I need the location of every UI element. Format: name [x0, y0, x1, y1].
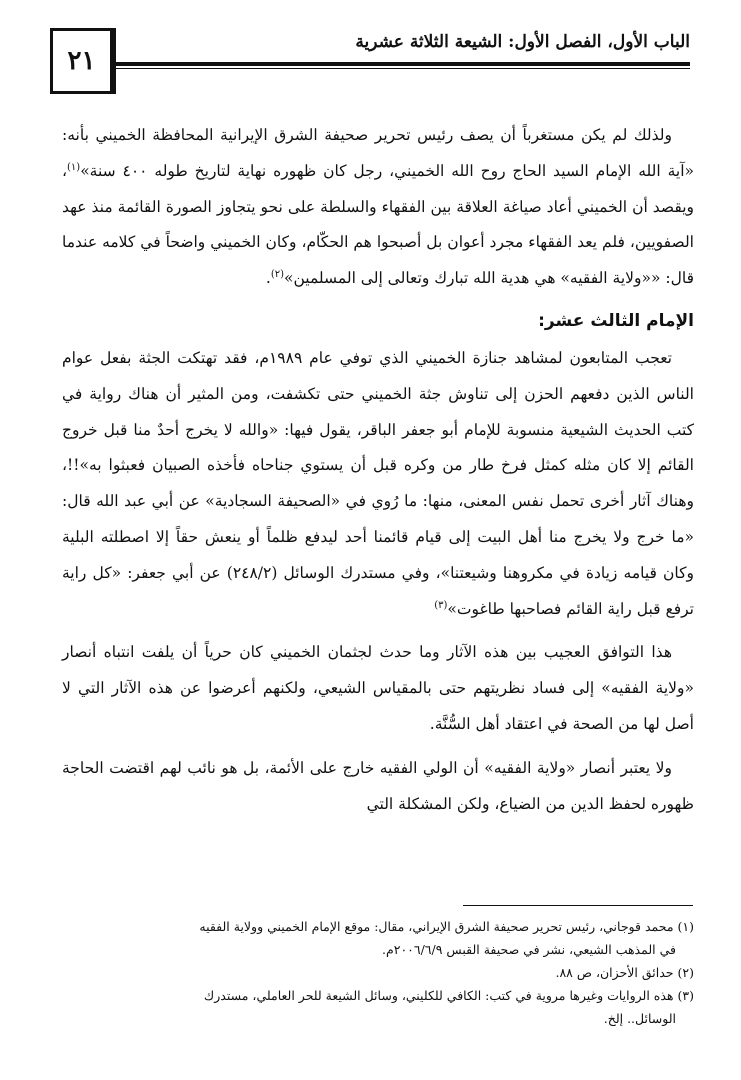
page-number: ٢١	[50, 28, 116, 94]
footnote-text: محمد قوجاني، رئيس تحرير صحيفة الشرق الإيراني، مقال: موقع الإمام الخميني وولاية الفقيه	[199, 919, 674, 934]
paragraph-1-end: .	[265, 269, 271, 288]
footnote-text: حدائق الأحزان، ص ٨٨.	[555, 965, 674, 980]
header-rule-thin	[116, 68, 690, 69]
paragraph-2-text: تعجب المتابعون لمشاهد جنازة الخميني الذي توفي عام ١٩٨٩م، فقد تهتكت الجثة بفعل عوام الناس الذين دفعهم الحزن إلى تناوش جثة الخميني حتى تكشفت، ومن المثير أن هناك رواية في كتب الحديث الشيعية منسوبة للإمام أبو جعفر الباقر، يقول فيها: «والله لا يخرج أحدٌ منا قبل خروج القائم إلا كان مثله كمثل فرخ طار من وكره قبل أن يستوي جناحاه فأخذه الصبيان فعبثوا به»!!، وهناك آثار أخرى تحمل نفس المعنى، منها: ما رُوي في «الصحيفة السجادية» عن أبي عبد الله قال: «ما خرج ولا يخرج منا أهل البيت إلى قيام قائمنا أحد ليدفع ظلماً أو ينعش حقاً إلا اصطلته البلية وكان قيامه زيادة في مكروهنا وشيعتنا»، وفي مستدرك الوسائل (٢٤٨/٢) عن أبي جعفر: «كل راية ترفع قبل راية القائم فصاحبها طاغوت»	[62, 348, 694, 618]
running-head: الباب الأول، الفصل الأول: الشيعة الثلاثة عشرية	[355, 32, 690, 52]
paragraph-1	[62, 118, 694, 297]
main-text	[62, 118, 694, 822]
header-rule-thick	[116, 62, 690, 66]
footnote-ref-3: (٣)	[434, 599, 448, 611]
paragraph-2	[62, 341, 694, 627]
paragraph-4-text: ولا يعتبر أنصار «ولاية الفقيه» أن الولي الفقيه خارج على الأئمة، بل هو نائب لهم اقتضت الحاجة ظهوره لحفظ الدين من الضياع، ولكن المشكلة التي	[62, 758, 694, 813]
section-heading: الإمام الثالث عشر:	[538, 310, 694, 331]
page-header	[50, 28, 690, 100]
paragraph-1-text: ولذلك لم يكن مستغرباً أن يصف رئيس تحرير صحيفة الشرق الإيرانية المحافظة الخميني بأنه: «آية الله الإمام السيد الحاج روح الله الخميني، رجل كان ظهوره نهاية لتاريخ طوله ٤٠٠ سنة»	[62, 126, 694, 180]
footnote-3-continuation: الوسائل.. إلخ.	[603, 1011, 676, 1026]
footnote-3	[62, 984, 694, 1007]
footnote-number: (٢)	[677, 965, 694, 980]
paragraph-3	[62, 635, 694, 742]
footnotes	[62, 915, 694, 1030]
footnote-1	[62, 915, 694, 938]
footnote-separator	[463, 905, 693, 906]
paragraph-4	[62, 751, 694, 823]
footnote-number: (١)	[677, 919, 694, 934]
footnote-1-continuation: في المذهب الشيعي، نشر في صحيفة القبس ٢٠٠٦/٦/٩م.	[382, 942, 676, 957]
paragraph-3-text: هذا التوافق العجيب بين هذه الآثار وما حدث لجثمان الخميني كان حرياً أن يلفت انتباه أنصار «ولاية الفقيه» إلى فساد نظريتهم حتى بالمقياس الشيعي، ولكنهم أعرضوا عن هذه الآثار التي لا أصل لها من الصحة في اعتقاد أهل السُّنَّة.	[62, 643, 694, 733]
paragraph-1-text-continued: ، ويقصد أن الخميني أعاد صياغة العلاقة بين الفقهاء والسلطة على نحو يتجاوز الصورة القائمة منذ عهد الصفويين، فلم يعد الفقهاء مجرد أعوان بل أصبحوا هم الحكّام، وكان الخميني واضحاً في كلامه عندما قال: ««ولاية الفقيه» هي هدية الله تبارك وتعالى إلى المسلمين»	[62, 161, 694, 288]
footnote-2	[62, 961, 694, 984]
footnote-number: (٣)	[677, 988, 694, 1003]
footnote-ref-1: (١)	[67, 161, 81, 173]
footnote-ref-2: (٢)	[270, 269, 284, 281]
footnote-text: هذه الروايات وغيرها مروية في كتب: الكافي للكليني، وسائل الشيعة للحر العاملي، مستدرك	[203, 988, 674, 1003]
